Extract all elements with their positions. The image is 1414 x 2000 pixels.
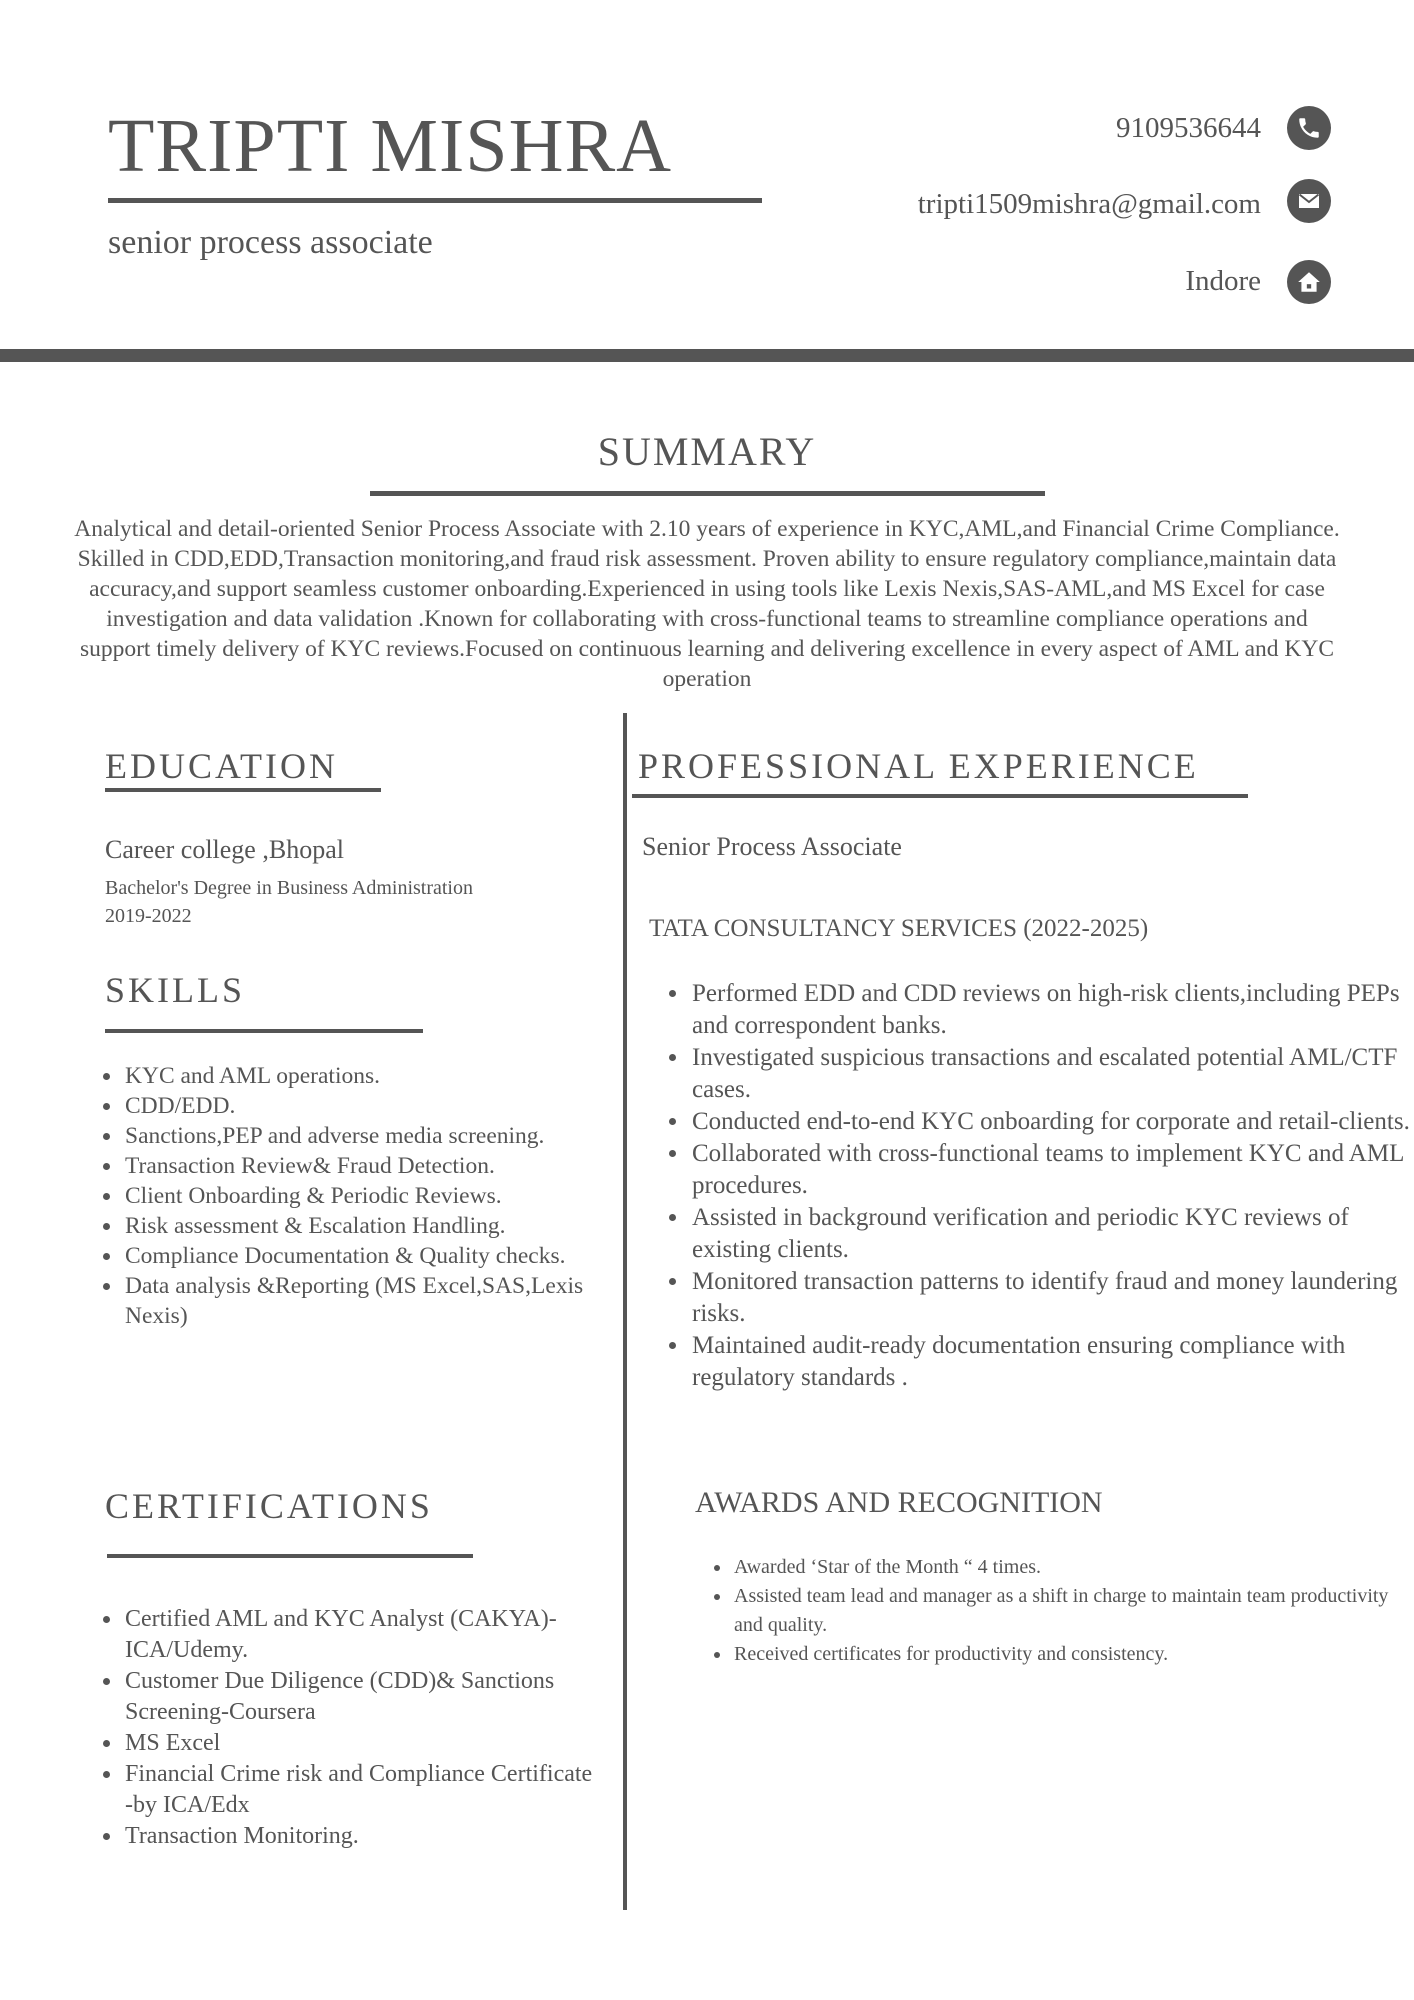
experience-underline (632, 794, 1248, 798)
summary-paragraph: Analytical and detail-oriented Senior Process Associate with 2.10 years of experience in KYC,AML,and Financial Crime Compliance. Skilled in CDD,EDD,Transaction monitoring,and fraud risk assessment. Proven ability to ensure regulatory compliance,maintain data accuracy,and support seamless customer onboarding.Experienced in using tools like Lexis Nexis,SAS-AML,and MS Excel for case investigation and data validation .Known for collaborating with cross-functional teams to streamline compliance operations and support timely delivery of KYC reviews.Focused on continuous learning and delivering excellence in every aspect of AML and KYC operation (74, 516, 1340, 692)
list-item: • KYC and AML operations. (123, 1061, 593, 1091)
list-item: • Sanctions,PEP and adverse media screening. (123, 1121, 593, 1151)
list-item: • Conducted end-to-end KYC onboarding for corporate and retail-clients. (690, 1106, 1414, 1138)
list-item: • Compliance Documentation & Quality checks. (123, 1241, 593, 1271)
experience-position: Senior Process Associate (642, 832, 902, 861)
awards-list (714, 1553, 1412, 1669)
phone-icon (1287, 106, 1331, 150)
home-icon (1287, 260, 1331, 304)
skills-heading: SKILLS (105, 970, 246, 1010)
list-item: • Maintained audit-ready documentation ensuring compliance with regulatory standards . (690, 1330, 1414, 1394)
candidate-role: senior process associate (108, 224, 433, 261)
summary-underline (370, 491, 1045, 496)
skills-list (105, 1061, 593, 1331)
phone-number: 9109536644 (1116, 112, 1261, 144)
education-underline (105, 788, 381, 792)
list-item: • Assisted in background verification and periodic KYC reviews of existing clients. (690, 1202, 1414, 1266)
education-institution: Career college ,Bhopal (105, 835, 344, 864)
location: Indore (1185, 265, 1261, 297)
list-item: • Performed EDD and CDD reviews on high-risk clients,including PEPs and correspondent banks. (690, 978, 1414, 1042)
certifications-underline (107, 1554, 473, 1558)
list-item: • Investigated suspicious transactions and escalated potential AML/CTF cases. (690, 1042, 1414, 1106)
list-item: • Collaborated with cross-functional teams to implement KYC and AML procedures. (690, 1138, 1414, 1202)
certifications-heading: CERTIFICATIONS (105, 1486, 433, 1526)
list-item: • Financial Crime risk and Compliance Certificate -by ICA/Edx (123, 1759, 603, 1821)
list-item: • Received certificates for productivity and consistency. (732, 1640, 1412, 1669)
summary-heading: SUMMARY (597, 429, 817, 474)
name-underline (108, 198, 762, 203)
list-item: • Certified AML and KYC Analyst (CAKYA)-ICA/Udemy. (123, 1604, 603, 1666)
list-item: • Transaction Review& Fraud Detection. (123, 1151, 593, 1181)
awards-heading: AWARDS AND RECOGNITION (695, 1486, 1103, 1519)
list-item: • Client Onboarding & Periodic Reviews. (123, 1181, 593, 1211)
list-item: • Data analysis &Reporting (MS Excel,SAS,Lexis Nexis) (123, 1271, 593, 1331)
email-address: tripti1509mishra@gmail.com (917, 188, 1261, 220)
certifications-list (105, 1604, 603, 1852)
skills-underline (105, 1029, 423, 1033)
list-item: • Monitored transaction patterns to identify fraud and money laundering risks. (690, 1266, 1414, 1330)
list-item: • Assisted team lead and manager as a shift in charge to maintain team productivity and quality. (732, 1582, 1412, 1640)
education-degree: Bachelor's Degree in Business Administration (105, 877, 473, 899)
experience-heading: PROFESSIONAL EXPERIENCE (638, 746, 1199, 786)
list-item: • MS Excel (123, 1728, 603, 1759)
header-divider-band (0, 349, 1414, 362)
candidate-name: TRIPTI MISHRA (108, 104, 673, 188)
list-item: • CDD/EDD. (123, 1091, 593, 1121)
mail-icon (1287, 179, 1331, 223)
education-years: 2019-2022 (105, 905, 192, 927)
experience-list (672, 978, 1414, 1394)
list-item: • Awarded ‘Star of the Month “ 4 times. (732, 1553, 1412, 1582)
education-heading: EDUCATION (105, 746, 338, 786)
column-divider (623, 713, 627, 1910)
list-item: • Transaction Monitoring. (123, 1821, 603, 1852)
list-item: • Customer Due Diligence (CDD)& Sanctions Screening-Coursera (123, 1666, 603, 1728)
list-item: • Risk assessment & Escalation Handling. (123, 1211, 593, 1241)
experience-company: TATA CONSULTANCY SERVICES (2022-2025) (649, 915, 1149, 942)
